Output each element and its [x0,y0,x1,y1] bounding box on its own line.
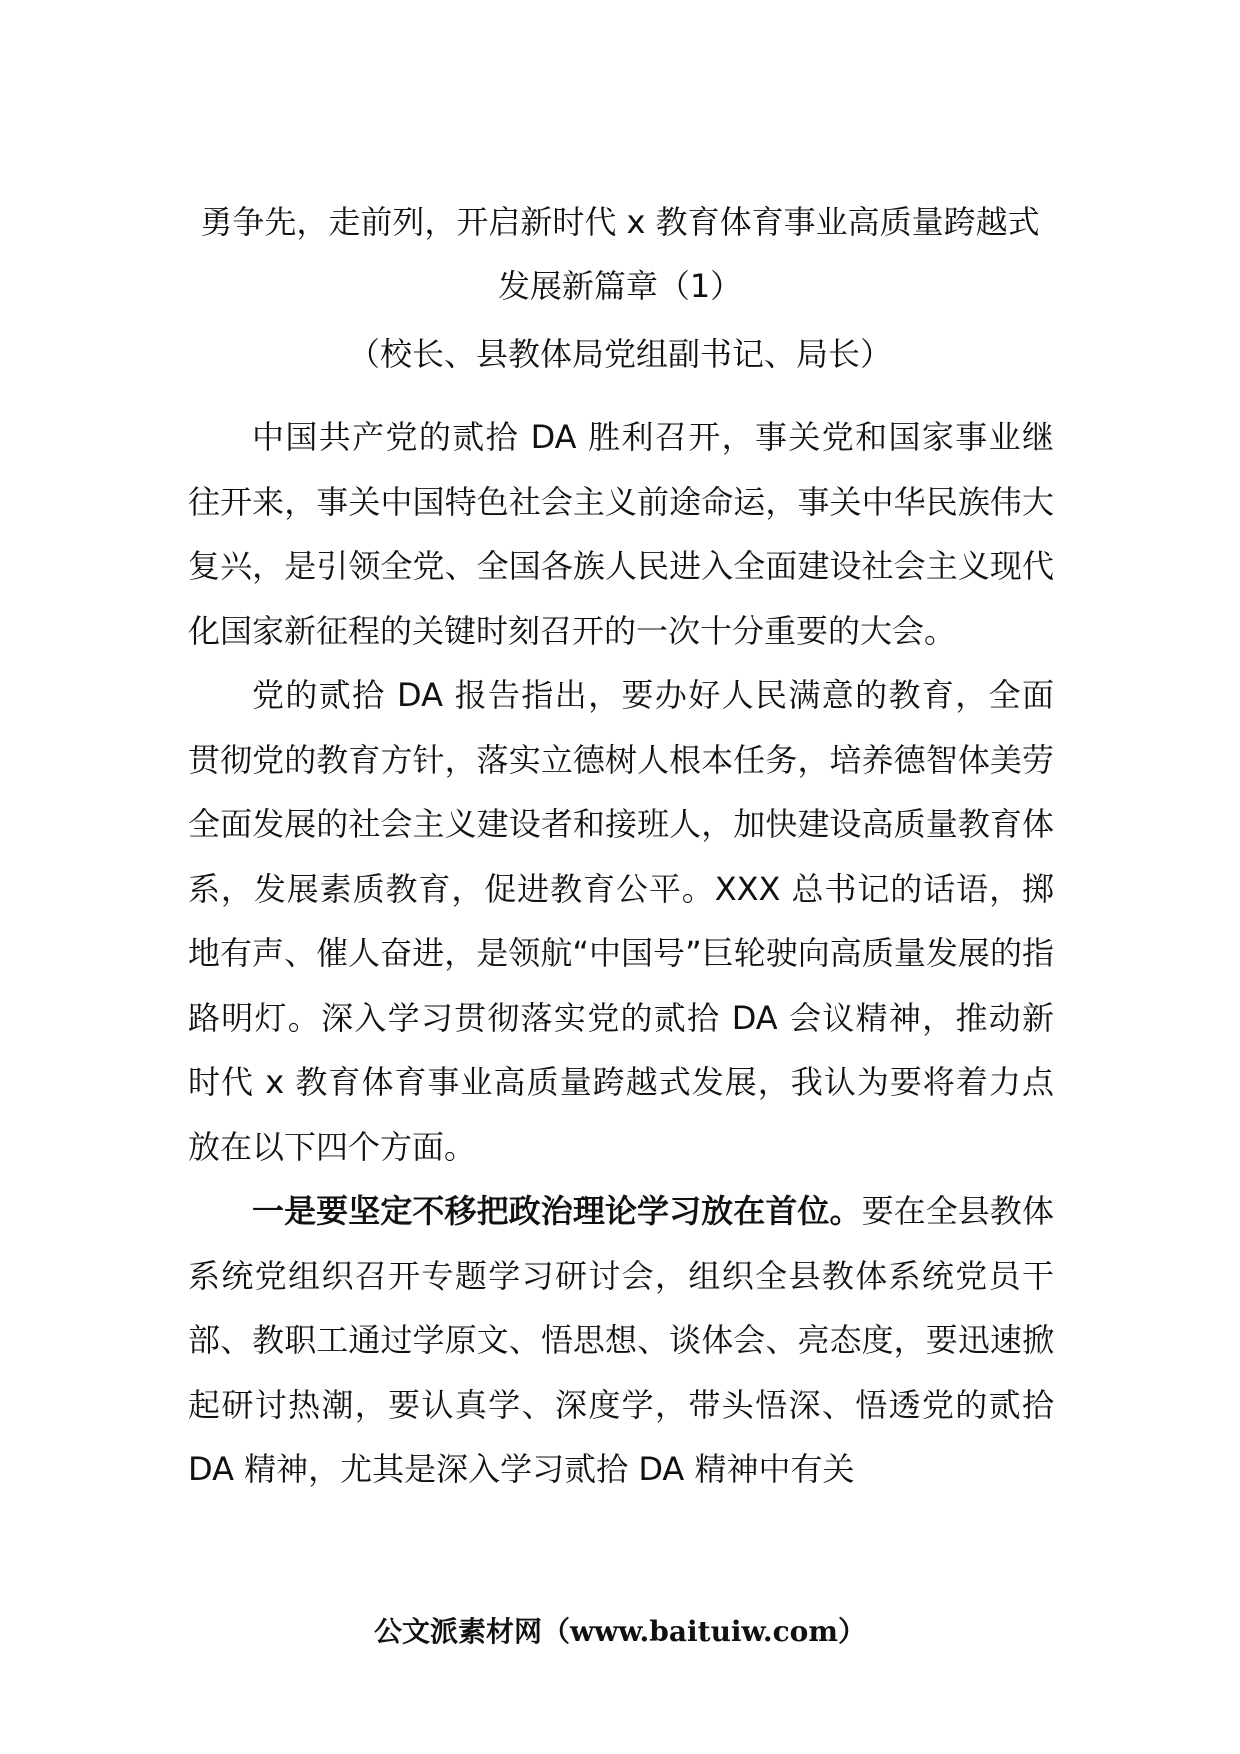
document-subtitle: （校长、县教体局党组副书记、局长） [347,335,892,373]
paragraph: 党的贰拾 DA 报告指出，要办好人民满意的教育，全面贯彻党的教育方针，落实立德树人根本任务，培养德智体美劳全面发展的社会主义建设者和接班人，加快建设高质量教育体系，发展素质教育，促进教育公平。XXX 总书记的话语，掷地有声、催人奋进，是领航“中国号”巨轮驶向高质量发展的指路明灯。深入学习贯彻落实党的贰拾 DA 会议精神，推动新时代 x 教育体育事业高质量跨越式发展，我认为要将着力点放在以下四个方面。 [188,676,1054,1166]
document-body [188,405,1054,1502]
paragraph: 中国共产党的贰拾 DA 胜利召开，事关党和国家事业继往开来，事关中国特色社会主义前途命运，事关中华民族伟大复兴，是引领全党、全国各族人民进入全面建设社会主义现代化国家新征程的关键时刻召开的一次十分重要的大会。 [188,418,1054,650]
paragraph-lead: 一是要坚定不移把政治理论学习放在首位。 [252,1192,862,1230]
document-title: 勇争先，走前列，开启新时代 x 教育体育事业高质量跨越式发展新篇章（1） [200,203,1040,305]
paragraph [188,1179,1054,1502]
footer-watermark: 公文派素材网（www.baituiw.com） [374,1615,866,1648]
paragraph-text: 要在全县教体系统党组织召开专题学习研讨会，组织全县教体系统党员干部、教职工通过学原文、悟思想、谈体会、亮态度，要迅速掀起研讨热潮，要认真学、深度学，带头悟深、悟透党的贰拾 DA 精神，尤其是深入学习贰拾 DA 精神中有关 [188,1192,1054,1488]
